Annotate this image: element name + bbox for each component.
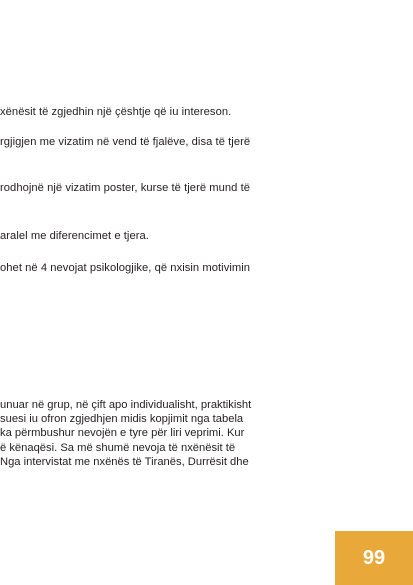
list-item-5: ohet në 4 nevojat psikologjike, që nxisin motivimin xyxy=(0,262,251,274)
paragraph-line: suesi iu ofron zgjedhjen midis kopjimit nga tabela xyxy=(0,413,244,426)
body-paragraph xyxy=(0,398,336,469)
paragraph-line: Nga intervistat me nxënës të Tiranës, Durrësit dhe xyxy=(0,455,249,468)
paragraph-line: ka përmbushur nevojën e tyre për liri veprimi. Kur xyxy=(0,427,245,440)
list-item-2: rgjigjen me vizatim në vend të fjalëve, disa të tjerë xyxy=(0,136,251,148)
list-item-4: aralel me diferencimet e tjera. xyxy=(0,230,149,242)
list-item-1: xënësit të zgjedhin një çështje që iu intereson. xyxy=(0,106,232,118)
page-number-tab xyxy=(335,531,413,585)
list-item-3: rodhojnë një vizatim poster, kurse të tjerë mund të xyxy=(0,182,251,194)
page-number: 99 xyxy=(362,547,386,569)
paragraph-line: ë kënaqësi. Sa më shumë nevoja të nxënësit të xyxy=(0,441,236,454)
paragraph-line: unuar në grup, në çift apo individualisht, praktikisht xyxy=(0,399,252,411)
